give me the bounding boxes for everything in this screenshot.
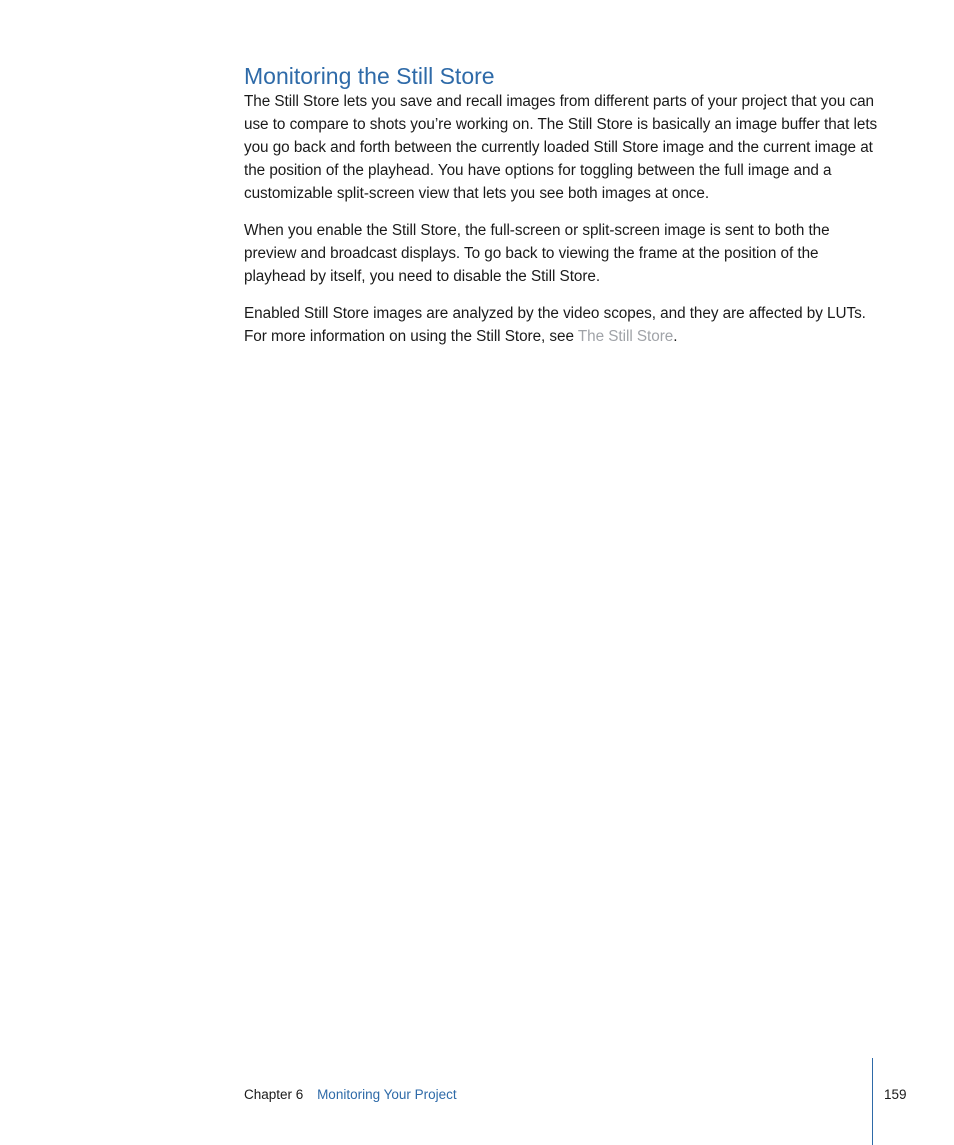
page-footer <box>244 1086 457 1104</box>
section-heading: Monitoring the Still Store <box>244 63 495 89</box>
chapter-label: Chapter 6 <box>244 1087 304 1102</box>
still-store-link[interactable]: The Still Store <box>577 328 674 346</box>
paragraph-text: . <box>673 328 678 346</box>
page-number: 159 <box>884 1087 907 1102</box>
chapter-title: Monitoring Your Project <box>317 1087 457 1102</box>
paragraph-text: Enabled Still Store images are analyzed by the video scopes, and they are affected by LUTs. For more information on using the Still Store, see <box>244 305 866 346</box>
footer-divider <box>872 1058 873 1145</box>
body-paragraph: When you enable the Still Store, the full-screen or split-screen image is sent to both the preview and broadcast displays. To go back to viewing the frame at the position of the playhead by itself, you need to disable the Still Store. <box>244 222 830 286</box>
body-paragraph <box>244 302 884 348</box>
body-paragraph: The Still Store lets you save and recall images from different parts of your project that you can use to compare to shots you’re working on. The Still Store is basically an image buffer that lets you go back and forth between the currently loaded Still Store image and the current image at the position of the playhead. You have options for toggling between the full image and a customizable split-screen view that lets you see both images at once. <box>244 93 878 203</box>
